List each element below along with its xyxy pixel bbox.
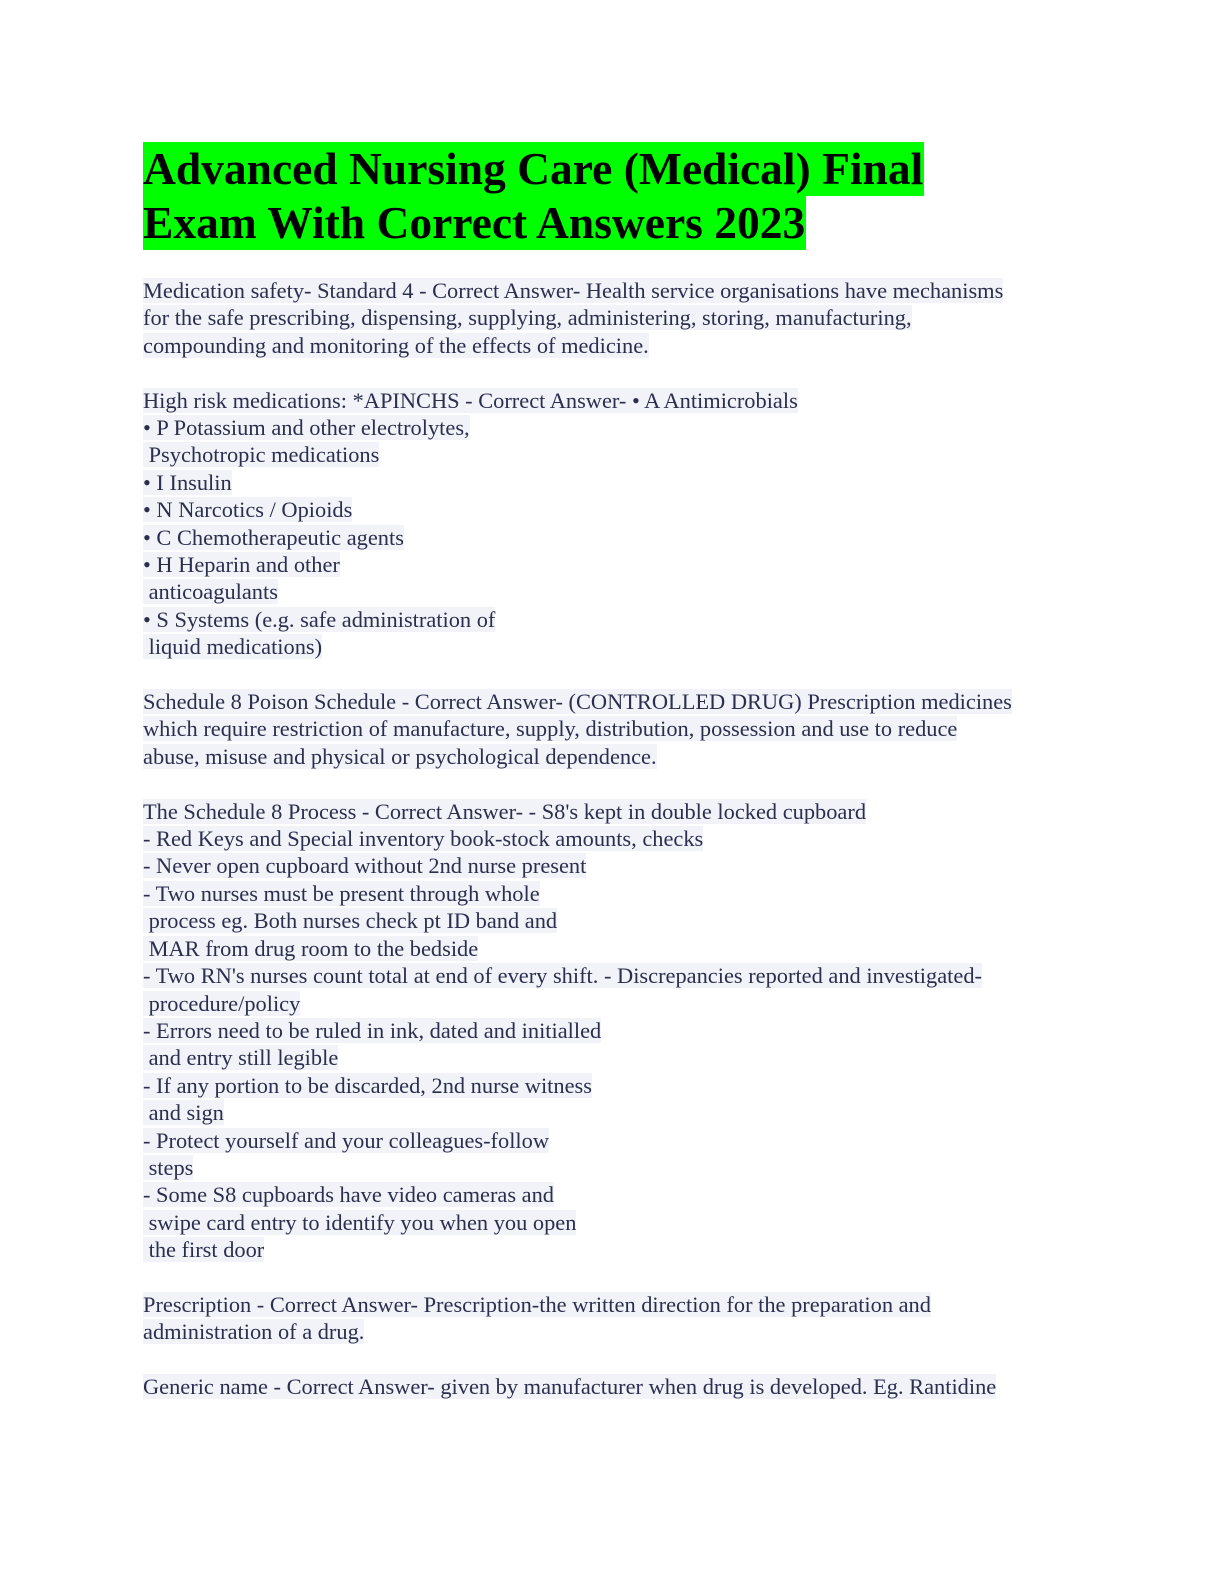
text-line-content: • P Potassium and other electrolytes, [143, 415, 470, 441]
text-line-content: anticoagulants [143, 579, 278, 605]
text-line-content: MAR from drug room to the bedside [143, 935, 479, 961]
text-line [143, 387, 1083, 414]
text-line [143, 441, 1083, 468]
text-line [143, 496, 1083, 523]
text-line [143, 633, 1083, 660]
text-line-content: • S Systems (e.g. safe administration of [143, 606, 496, 632]
text-line-content: - Errors need to be ruled in ink, dated and initialled [143, 1017, 602, 1043]
text-line [143, 1181, 1083, 1208]
text-line [143, 962, 1083, 989]
text-line [143, 524, 1083, 551]
text-line [143, 414, 1083, 441]
text-line-content: liquid medications) [143, 634, 323, 660]
title-line-1: Advanced Nursing Care (Medical) Final [143, 143, 924, 194]
text-line-content: and sign [143, 1100, 224, 1126]
text-line [143, 688, 1083, 715]
text-line-content: and entry still legible [143, 1045, 339, 1071]
text-line [143, 825, 1083, 852]
text-line-content: The Schedule 8 Process - Correct Answer- - S8's kept in double locked cupboard [143, 798, 867, 824]
text-line-content: • I Insulin [143, 469, 232, 495]
text-line [143, 1209, 1083, 1236]
text-line-content: - Never open cupboard without 2nd nurse present [143, 853, 587, 879]
text-line-content: swipe card entry to identify you when you open [143, 1209, 577, 1235]
qa-block [143, 277, 1083, 359]
text-line [143, 1318, 1083, 1345]
text-line-content: procedure/policy [143, 990, 301, 1016]
text-line-content: - Two RN's nurses count total at end of every shift. - Discrepancies reported and investigated- [143, 963, 982, 989]
text-line-content: Generic name - Correct Answer- given by manufacturer when drug is developed. Eg. Rantidine [143, 1374, 997, 1400]
text-line [143, 743, 1083, 770]
text-line [143, 1044, 1083, 1071]
document-page [143, 142, 1083, 1428]
text-line-content: - Some S8 cupboards have video cameras and [143, 1182, 554, 1208]
text-line-content: steps [143, 1154, 194, 1180]
qa-block [143, 798, 1083, 1264]
text-line-content: abuse, misuse and physical or psychological dependence. [143, 743, 657, 769]
text-line-content: • N Narcotics / Opioids [143, 497, 353, 523]
text-line-content: - Protect yourself and your colleagues-follow [143, 1127, 550, 1153]
document-body [143, 277, 1083, 1401]
text-line-content: administration of a drug. [143, 1319, 365, 1345]
text-line [143, 1072, 1083, 1099]
text-line [143, 277, 1083, 304]
document-title [143, 142, 1083, 250]
text-line [143, 551, 1083, 578]
text-line [143, 1373, 1083, 1400]
text-line-content: High risk medications: *APINCHS - Correct Answer- • A Antimicrobials [143, 387, 798, 413]
text-line-content: • H Heparin and other [143, 552, 340, 578]
text-line [143, 907, 1083, 934]
text-line-content: Prescription - Correct Answer- Prescription-the written direction for the preparation and [143, 1291, 931, 1317]
text-line [143, 606, 1083, 633]
text-line-content: - Red Keys and Special inventory book-stock amounts, checks [143, 826, 704, 852]
text-line [143, 935, 1083, 962]
text-line [143, 304, 1083, 331]
text-line-content: compounding and monitoring of the effects of medicine. [143, 332, 649, 358]
text-line [143, 1017, 1083, 1044]
text-line-content: - Two nurses must be present through whole [143, 880, 540, 906]
text-line [143, 880, 1083, 907]
text-line-content: which require restriction of manufacture, supply, distribution, possession and use to reduce [143, 716, 958, 742]
title-line-2: Exam With Correct Answers 2023 [143, 197, 806, 248]
text-line [143, 1127, 1083, 1154]
text-line-content: for the safe prescribing, dispensing, supplying, administering, storing, manufacturing, [143, 305, 912, 331]
text-line [143, 990, 1083, 1017]
text-line [143, 1291, 1083, 1318]
text-line [143, 798, 1083, 825]
text-line [143, 469, 1083, 496]
qa-block [143, 387, 1083, 661]
text-line-content: • C Chemotherapeutic agents [143, 524, 404, 550]
text-line-content: Medication safety- Standard 4 - Correct Answer- Health service organisations have mechanisms [143, 278, 1004, 303]
text-line-content: process eg. Both nurses check pt ID band and [143, 908, 558, 934]
text-line-content: the first door [143, 1237, 265, 1263]
qa-block [143, 688, 1083, 770]
qa-block [143, 1291, 1083, 1346]
text-line [143, 578, 1083, 605]
text-line-content: Psychotropic medications [143, 442, 380, 468]
qa-block [143, 1373, 1083, 1400]
text-line [143, 1154, 1083, 1181]
text-line [143, 715, 1083, 742]
text-line [143, 852, 1083, 879]
text-line [143, 332, 1083, 359]
text-line-content: - If any portion to be discarded, 2nd nurse witness [143, 1072, 592, 1098]
text-line [143, 1099, 1083, 1126]
text-line-content: Schedule 8 Poison Schedule - Correct Answer- (CONTROLLED DRUG) Prescription medicines [143, 689, 1012, 715]
text-line [143, 1236, 1083, 1263]
